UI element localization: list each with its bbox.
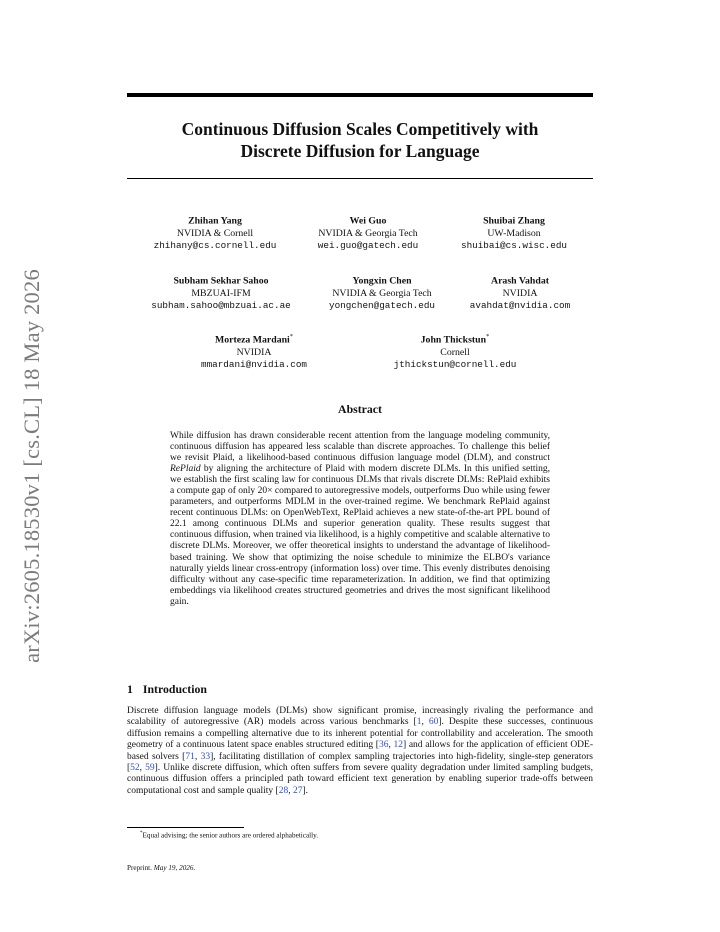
author-name: Subham Sekhar Sahoo [173,275,269,287]
citation-link[interactable]: 27 [292,785,303,796]
author-block [470,272,570,312]
citation-link[interactable]: 59 [145,763,155,774]
model-name-emphasis: RePlaid [170,464,201,475]
author-email[interactable]: subham.sahoo@mbzuai.ac.ae [151,300,291,312]
author-affiliation: NVIDIA & Georgia Tech [318,227,418,239]
author-block [201,331,307,371]
footnote-rule [127,827,244,828]
author-email[interactable]: yongchen@gatech.edu [328,300,436,312]
author-email[interactable]: jthickstun@cornell.edu [393,359,517,371]
author-email[interactable]: avahdat@nvidia.com [469,300,571,312]
preprint-date: May 19, 2026. [153,864,196,872]
author-name: Yongxin Chen [352,275,412,287]
title-line-1: Continuous Diffusion Scales Competitively with [181,119,539,139]
footnote-text: Equal advising; the senior authors are ordered alphabetically. [142,831,319,840]
citation-link[interactable]: 28 [278,785,289,796]
author-block [394,331,517,371]
author-affiliation: NVIDIA & Georgia Tech [332,287,432,299]
title-bottom-rule [127,178,593,179]
author-block [318,212,418,252]
author-email[interactable]: mmardani@nvidia.com [200,359,308,371]
author-block [461,212,567,252]
abstract-heading: Abstract [338,402,382,416]
author-affiliation: MBZUAI-IFM [191,287,251,299]
author-email[interactable]: zhihany@cs.cornell.edu [153,240,277,252]
author-email[interactable]: shuibai@cs.wisc.edu [460,240,568,252]
citation-link[interactable]: 1 [416,717,422,728]
citation-link[interactable]: 60 [428,717,439,728]
citation-link[interactable]: 71 [185,751,195,762]
title-line-2: Discrete Diffusion for Language [240,141,480,161]
author-name: John Thickstun* [420,333,490,346]
author-email[interactable]: wei.guo@gatech.edu [317,240,419,252]
author-block [151,272,290,312]
author-affiliation: UW-Madison [487,227,541,239]
section-heading-introduction [127,682,207,697]
preprint-notice: Preprint. May 19, 2026. [127,864,196,872]
author-name: Wei Guo [349,215,387,227]
author-name: Arash Vahdat [491,275,549,287]
citation-link[interactable]: 12 [393,740,403,751]
footnote [140,831,318,839]
section-title: Introduction [142,682,207,696]
author-name: Zhihan Yang [188,215,242,227]
author-block [154,212,277,252]
section-number: 1 [127,682,133,696]
citation-link[interactable]: 36 [378,740,389,751]
author-block [329,272,435,312]
arxiv-identifier-stamp: arXiv:2605.18530v1 [cs.CL] 18 May 2026 [19,269,44,663]
author-name: Shuibai Zhang [483,215,545,227]
author-affiliation: NVIDIA [502,287,538,299]
citation-link[interactable]: 33 [200,751,211,762]
author-name: Morteza Mardani* [214,333,294,346]
author-affiliation: NVIDIA [236,346,272,358]
citation-link[interactable]: 52 [130,763,140,774]
footnote-mark: * [140,831,143,836]
abstract-text: While diffusion has drawn considerable recent attention from the language modeling community, continuous diffusion has appeared less scalable than discrete approaches. To challenge this belief we revisit Plaid, a likelihood-based continuous diffusion language model (DLM), and construct RePlaid by aligning the architecture of Plaid with modern discrete DLMs. In this unified setting, we establish the first scaling law for continuous DLMs that rivals discrete DLMs: RePlaid exhibits a compute gap of only 20× compared to autoregressive models, outperforms Duo while using fewer parameters, and outperforms MDLM in the over-trained regime. We benchmark RePlaid against recent continuous DLMs: on OpenWebText, RePlaid achieves a new state-of-the-art PPL bound of 22.1 among continuous DLMs and superior generation quality. These results suggest that continuous diffusion, when trained via likelihood, is a highly competitive and scalable alternative to discrete DLMs. Moreover, we offer theoretical insights to understand the advantage of likelihood-based training. We show that optimizing the noise schedule to minimize the ELBO's variance naturally yields linear cross-entropy (information loss) over time. This evenly distributes denoising difficulty without any case-specific time reparameterization. In addition, we find that optimizing embeddings via likelihood creates structured geometries and drives the most significant likelihood gain. [170,431,550,607]
title-top-rule [127,93,593,97]
paper-title [127,118,593,162]
author-affiliation: NVIDIA & Cornell [176,227,254,239]
author-affiliation: Cornell [440,346,470,358]
introduction-paragraph: Discrete diffusion language models (DLMs) show significant promise, increasingly rivaling the performance and scalability of autoregressive (AR) models across various benchmarks [1, 60]. Despite these successes, continuous diffusion remains a compelling alternative due to its inherent potential for controllability and acceleration. The smooth geometry of a continuous latent space enables structured editing [36, 12] and allows for the application of efficient ODE-based solvers [71, 33], facilitating distillation of complex sampling trajectories into high-fidelity, single-step generators [52, 59]. Unlike discrete diffusion, which often suffers from severe quality degradation under limited sampling budgets, continuous diffusion offers a principled path toward efficient text generation by enabling superior trade-offs between computational cost and sample quality [28, 27]. [127,706,594,796]
